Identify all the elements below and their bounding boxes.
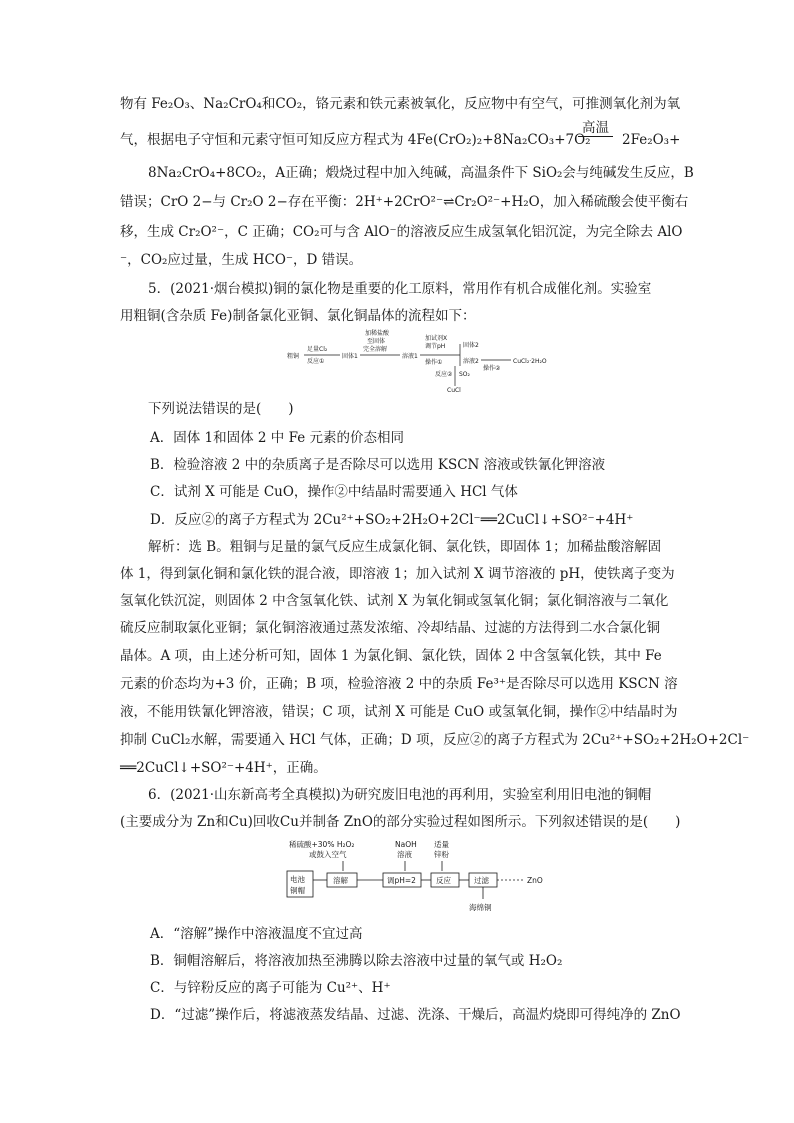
para-line: 气，根据电子守恒和元素守恒可知反应方程式为 4Fe(CrO₂)₂+8Na₂CO₃+7O₂ — [120, 132, 591, 148]
option-c: C．与锌粉反应的离子可能为 Cu²⁺、H⁺ — [150, 980, 391, 996]
flow-node: 粗铜 — [287, 353, 300, 360]
para-line: 移，生成 Cr₂O²⁻，C 正确；CO₂可与含 AlO⁻的溶液反应生成氢氧化铝沉淀，为完全除去 AlO — [120, 224, 683, 240]
flow-label: 调节pH — [425, 343, 446, 350]
question-5-prompt: 下列说法错误的是( ) — [148, 401, 294, 417]
option-d: D．“过滤”操作后，将滤液蒸发结晶、过滤、洗涤、干燥后，高温灼烧即可得纯净的 ZnO — [150, 1007, 681, 1023]
flow-label: 稀硫酸+30% H₂O₂ — [289, 840, 355, 849]
answer-line: ══2CuCl↓+SO²⁻+4H⁺，正确。 — [120, 760, 327, 776]
answer-line: 解析：选 B。粗铜与足量的氯气反应生成氯化铜、氯化铁，即固体 1；加稀盐酸溶解固 — [148, 539, 662, 555]
answer-line: 液，不能用铁氰化钾溶液，错误；C 项，试剂 X 可能是 CuO 或氢氧化铜，操作②中结晶时为 — [120, 704, 678, 720]
option-b: B．铜帽溶解后，将溶液加热至沸腾以除去溶液中过量的氧气或 H₂O₂ — [150, 953, 563, 969]
flow-label: 至固体 — [367, 338, 386, 345]
flow-label: 溶液 — [397, 850, 412, 859]
flow-label: NaOH — [395, 840, 417, 849]
flow-label: 加稀盐酸 — [365, 330, 390, 337]
answer-line: 氢氧化铁沉淀，则固体 2 中含氢氧化铁、试剂 X 为氧化铜或氢氧化铜；氯化铜溶液与二氧化 — [120, 593, 669, 609]
flow-label: 适量 — [434, 840, 449, 849]
flow-node: CuCl₂·2H₂O — [513, 358, 547, 365]
para-line: 2Fe₂O₃+ — [622, 132, 681, 148]
question-6-stem: (主要成分为 Zn和Cu)回收Cu并制备 ZnO的部分实验过程如图所示。下列叙述错误的是( ) — [120, 814, 681, 830]
flow-node: 固体2 — [463, 342, 479, 349]
answer-line: 抑制 CuCl₂水解，需要通入 HCl 气体，正确；D 项，反应②的离子方程式为 2Cu²⁺+SO₂+2H₂O+2Cl⁻ — [120, 732, 750, 748]
question-6-stem: 6．(2021·山东新高考全真模拟)为研究废旧电池的再利用，实验室利用旧电池的铜帽 — [148, 787, 652, 803]
flow-label: 完全溶解 — [363, 346, 388, 353]
flow-node: 铜帽 — [290, 886, 305, 895]
flowchart-zno — [285, 837, 555, 915]
flow-label: 足量Cl₂ — [307, 346, 328, 353]
flow-node: 海绵铜 — [469, 903, 492, 912]
flow-node: 调pH=2 — [387, 876, 416, 885]
option-c: C．试剂 X 可能是 CuO，操作②中结晶时需要通入 HCl 气体 — [150, 484, 518, 500]
flow-label: 反应② — [435, 371, 453, 378]
flow-node: 固体1 — [342, 353, 358, 360]
flow-label: 操作① — [425, 359, 443, 366]
flow-node: 过滤 — [474, 876, 489, 885]
flow-label: 锌粉 — [434, 850, 449, 859]
option-b: B．检验溶液 2 中的杂质离子是否除尽可以选用 KSCN 溶液或铁氰化钾溶液 — [150, 457, 606, 473]
question-5-stem: 5．(2021·烟台模拟)铜的氯化物是重要的化工原料，常用作有机合成催化剂。实验室 — [148, 281, 652, 297]
flow-node: CuCl — [447, 387, 461, 394]
answer-line: 体 1，得到氯化铜和氯化铁的混合液，即溶液 1；加入试剂 X 调节溶液的 pH，使铁离子变为 — [120, 566, 675, 582]
option-a: A．固体 1和固体 2 中 Fe 元素的价态相同 — [150, 430, 405, 446]
flow-node: 反应 — [436, 876, 451, 885]
flow-node: ZnO — [527, 876, 543, 885]
option-d: D．反应②的离子方程式为 2Cu²⁺+SO₂+2H₂O+2Cl⁻══2CuCl↓+SO²⁻+4H⁺ — [150, 512, 634, 528]
flow-node: 溶解 — [333, 876, 348, 885]
option-a: A．“溶解”操作中溶液温度不宜过高 — [150, 926, 363, 942]
flow-node: 溶液1 — [402, 353, 418, 360]
flow-node: 电池 — [290, 875, 305, 884]
flow-label: 加试剂X — [425, 335, 448, 342]
flow-label: 或鼓入空气 — [309, 850, 347, 859]
para-line: 8Na₂CrO₄+8CO₂，A正确；煅烧过程中加入纯碱，高温条件下 SiO₂会与纯碱发生反应，B — [148, 165, 694, 181]
flow-label: SO₂ — [459, 371, 470, 378]
flow-node: 溶液2 — [463, 358, 479, 365]
flow-label: 反应① — [307, 358, 325, 365]
para-line: ⁻，CO₂应过量，生成 HCO⁻，D 错误。 — [120, 252, 363, 268]
condition-high-temp: 高温 — [578, 120, 613, 137]
answer-line: 元素的价态均为+3 价，正确；B 项，检验溶液 2 中的杂质 Fe³⁺是否除尽可以选用 KSCN 溶 — [120, 676, 678, 692]
flow-label: 操作② — [483, 365, 501, 372]
para-line: 物有 Fe₂O₃、Na₂CrO₄和CO₂，铬元素和铁元素被氧化，反应物中有空气，可推测氧化剂为氧 — [120, 96, 681, 112]
para-line: 错误；CrO 2−与 Cr₂O 2−存在平衡：2H⁺+2CrO²⁻⇌Cr₂O²⁻+H₂O，加入稀硫酸会使平衡右 — [120, 194, 689, 210]
flowchart-cucl — [285, 326, 565, 394]
question-5-stem: 用粗铜(含杂质 Fe)制备氯化亚铜、氯化铜晶体的流程如下： — [120, 308, 476, 324]
answer-line: 晶体。A 项，由上述分析可知，固体 1 为氯化铜、氯化铁，固体 2 中含氢氧化铁，其中 Fe — [120, 648, 662, 664]
answer-line: 硫反应制取氯化亚铜；氯化铜溶液通过蒸发浓缩、冷却结晶、过滤的方法得到二水合氯化铜 — [120, 620, 660, 636]
